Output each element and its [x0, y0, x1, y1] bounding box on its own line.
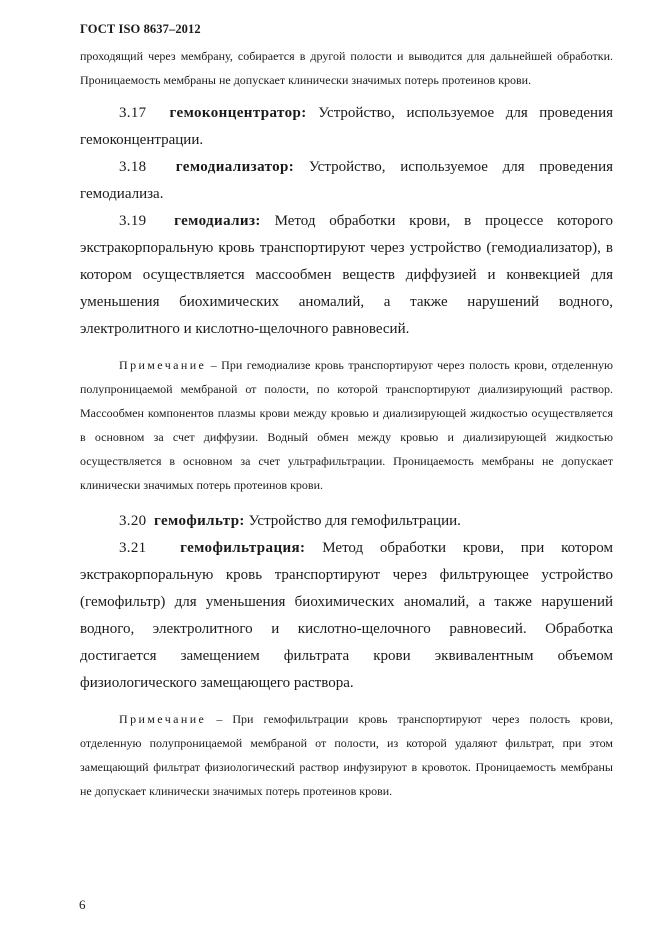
note-dash: – [210, 358, 217, 372]
term-entry-3-21 [80, 535, 613, 697]
term-entry-3-18 [80, 154, 613, 208]
standard-header: ГОСТ ISO 8637–2012 [80, 22, 201, 36]
note-text: При гемофильтрации кровь транспортируют через полость крови, отделенную полупроницаемой мембраной от полости, из которой удаляют фильтрат, при этом замещающий фильтрат физиологический раствор инфузируют в кровоток. Проницаемость мембраны не допускает клинически значимых потерь протеинов крови. [80, 712, 614, 798]
term-number: 3.20 [119, 513, 147, 529]
term-definition: Устройство, используемое для проведения гемоконцентрации. [80, 105, 614, 148]
note-hemodialysis [80, 353, 613, 497]
intro-continuation: проходящий через мембрану, собирается в другой полости и выводится для дальнейшей обработки. Проницаемость мембраны не допускает клинически значимых потерь протеинов крови. [80, 49, 613, 87]
term-name: гемофильтр: [153, 513, 245, 529]
term-entry-3-19 [80, 208, 613, 343]
term-number: 3.18 [119, 159, 147, 175]
page-number: 6 [79, 897, 86, 912]
note-label: Примечание [119, 712, 207, 726]
note-hemofiltration [80, 707, 613, 803]
term-definition: Метод обработки крови, в процессе которого экстракорпоральную кровь транспортируют через устройство (гемодиализатор), в котором осуществляется массообмен веществ диффузией и конвекцией для уменьшения биохимических аномалий, а также нарушений водного, электролитного и кислотно-щелочного равновесий. [80, 213, 614, 337]
term-number: 3.19 [119, 213, 147, 229]
term-entry-3-20 [80, 508, 613, 535]
note-label: Примечание [119, 358, 207, 372]
note-dash: – [216, 712, 223, 726]
term-name: гемодиализатор: [175, 159, 295, 175]
term-name: гемофильтрация: [180, 540, 306, 556]
term-number: 3.17 [119, 105, 147, 121]
term-definition: Метод обработки крови, при котором экстракорпоральную кровь транспортируют через фильтрующее устройство (гемофильтр) для уменьшения биохимических аномалий, а также нарушений водного, электролитного и кислотно-щелочного равновесий. Обработка достигается замещением фильтрата крови эквивалентным объемом физиологического замещающего раствора. [80, 540, 614, 691]
term-definition: Устройство, используемое для проведения гемодиализа. [80, 159, 613, 202]
term-name: гемодиализ: [174, 213, 261, 229]
term-name: гемоконцентратор: [169, 105, 307, 121]
note-text: При гемодиализе кровь транспортируют через полость крови, отделенную полупроницаемой мембраной от полости, по которой транспортируют диализирующий раствор. Массообмен компонентов плазмы крови между кровью и диализирующей жидкостью осуществляется в основном за счет диффузии. Водный обмен между кровью и диализирующей жидкостью осуществляется в основном за счет ультрафильтрации. Проницаемость мембраны не допускает клинически значимых потерь протеинов крови. [80, 358, 614, 492]
page-content [80, 44, 613, 803]
term-number: 3.21 [119, 540, 147, 556]
term-entry-3-17 [80, 100, 613, 154]
term-definition: Устройство для гемофильтрации. [248, 513, 461, 529]
